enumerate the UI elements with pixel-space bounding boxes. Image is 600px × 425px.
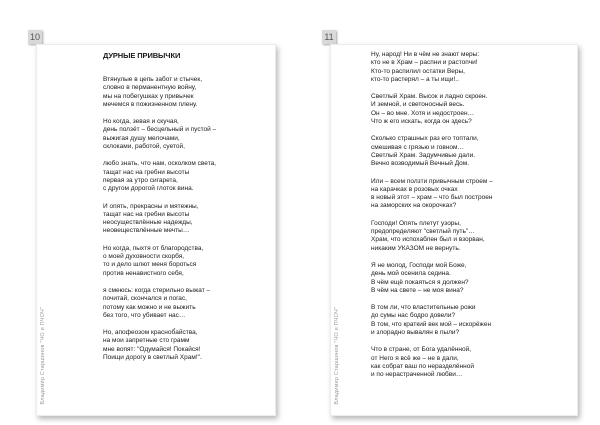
poem-line: Он – во мне. Хотя и недостроен…: [371, 109, 475, 117]
poem-line: на мои запретные сто грамм: [103, 337, 190, 345]
poem-line: день ползёт – бесцельный и пустой –: [103, 126, 217, 134]
poem-line: в новый этот – храм – что был построен: [371, 194, 493, 202]
stanza: [103, 118, 267, 151]
poem-line: Что в стране, от Бога удалённой,: [371, 346, 472, 354]
poem-line: Кто-то распилил остатки Веры,: [371, 67, 465, 75]
page-number-left: 10: [29, 32, 40, 42]
poem-line: неовеществлённые мечты…: [103, 227, 190, 235]
poem-line: И земной, и светоносный весь.: [371, 101, 465, 109]
poem-line: Господи! Опять плетут узоры,: [371, 219, 461, 227]
left-page-sidebar: [37, 45, 53, 415]
poem-line: Ну, народ! Ни в чём не знают меры:: [371, 51, 480, 58]
poem-line: мы на побегушках у привычек: [103, 92, 194, 100]
left-page-content: [103, 51, 267, 371]
poem-line: я смеюсь: когда стерильно выжат –: [103, 286, 211, 294]
poem-line: Но когда, зевая и скучая,: [103, 118, 179, 126]
poem-line: В том ли, что властительные рожи: [371, 304, 476, 312]
poem-line: тащат нас на гребни высоты: [103, 168, 190, 176]
poem-line: кто не в Храм – распни и растопчи!: [371, 59, 478, 67]
poem-line: как собрат ваш по неразделённой: [371, 362, 474, 370]
stanza: [371, 93, 569, 126]
stanza: [103, 76, 267, 109]
poem-line: любо знать, что нам, осколком света,: [103, 160, 217, 168]
poem-line: В том, что краткий век мой – искорёжен: [371, 320, 492, 328]
poem-line: почитай, скончался и погас,: [103, 295, 187, 303]
right-page-content: [371, 51, 569, 389]
poem-line: В чём ещё покаяться я должен?: [371, 278, 469, 286]
poem-line: Храм, что испохаблен был и взорван,: [371, 236, 485, 244]
poem-line: мне вопят: "Одумайся! Покайся!: [103, 345, 201, 353]
poem-line: первая за утро сигарета,: [103, 176, 178, 184]
stanza: [103, 245, 267, 278]
left-page: [36, 44, 276, 416]
poem-line: на карачках в розовых очках: [371, 185, 458, 193]
poem-line: Вечно возводимый Вечный Дом.: [371, 160, 470, 168]
poem-line: предопределяют "светлый путь"…: [371, 228, 475, 236]
stanza: [371, 51, 569, 84]
right-page-sidebar: [331, 45, 347, 415]
poem-line: Втянулые в цепь забот и стычек,: [103, 76, 202, 83]
poem-line: выжигая душу мелочами,: [103, 134, 180, 142]
page-number-right: 11: [322, 30, 336, 44]
poem-line: и злорадно вывалян в пыли?: [371, 329, 460, 337]
poem-line: кто-то растерял – а ты ищи!..: [371, 75, 459, 83]
poem-line: без того, что убивает нас…: [103, 311, 186, 319]
right-poem-body: [371, 51, 569, 380]
poem-line: В чём на свете – не моя вина?: [371, 286, 464, 294]
poem-line: Светлый Храм. Высок и ладно скроен.: [371, 93, 488, 101]
left-poem-body: [103, 76, 267, 362]
stanza: [103, 203, 267, 236]
stanza: [103, 287, 267, 320]
stanza: [103, 329, 267, 362]
poem-line: Сколько страшных раз его топтали,: [371, 135, 479, 143]
poem-line: Я не молод, Господи мой Боже,: [371, 261, 467, 269]
poem-line: Что ж его искать, когда он здесь?: [371, 118, 472, 126]
poem-line: и по нерастраченной любви…: [371, 371, 463, 379]
stanza: [371, 178, 569, 211]
stanza: [371, 262, 569, 295]
poem-line: Светлый Храм. Задумчивые дали.: [371, 151, 476, 159]
poem-line: никаким УКАЗОМ не вернуть.: [371, 244, 461, 252]
stanza: [371, 135, 569, 168]
poem-title: ДУРНЫЕ ПРИВЫЧКИ: [103, 51, 181, 60]
poem-line: Поищи дорогу в светлый Храм!".: [103, 354, 202, 362]
poem-line: Или – всем ползти привычным строем –: [371, 177, 493, 185]
poem-line: о моей духовности скорбя,: [103, 253, 185, 261]
sidebar-author-text: Владимир Старшинов "ЧО и ПЧОЧ": [40, 307, 46, 405]
poem-line: на заморских на окорочках?: [371, 202, 457, 210]
poem-line: против ненавистного себя,: [103, 269, 184, 277]
right-page: [330, 44, 578, 416]
poem-line: смешивая с грязью и говном…: [371, 143, 464, 151]
stanza: [103, 160, 267, 193]
poem-line: то и дело шлют меня бороться: [103, 261, 197, 269]
poem-line: И опять, прекрасны и мятежны,: [103, 202, 199, 210]
poem-line: до сумы нас бодро довели?: [371, 312, 456, 320]
stanza: [371, 346, 569, 379]
poem-line: день мой осенила седина.: [371, 270, 451, 278]
stanza: [371, 220, 569, 253]
poem-line: потому как можно и не выжить: [103, 303, 196, 311]
poem-line: Но когда, пыхтя от благородства,: [103, 244, 204, 252]
poem-line: неосуществлённые надежды,: [103, 219, 193, 227]
poem-line: словно в перманентную войну,: [103, 84, 197, 92]
poem-line: Но, апофеозом красноб́айства,: [103, 329, 198, 337]
poem-line: склоками, работой, суетой,: [103, 143, 185, 151]
sidebar-author-text: Владимир Старшинов "ЧО и ПЧОЧ": [334, 307, 340, 405]
poem-line: мечемся в пожизненном плену.: [103, 100, 198, 108]
poem-line: с другом дорогой глоток вина.: [103, 185, 194, 193]
poem-line: тащат нас на гребни высоты: [103, 210, 190, 218]
poem-line: от Него я всё же – не в дали,: [371, 354, 459, 362]
stanza: [371, 304, 569, 337]
